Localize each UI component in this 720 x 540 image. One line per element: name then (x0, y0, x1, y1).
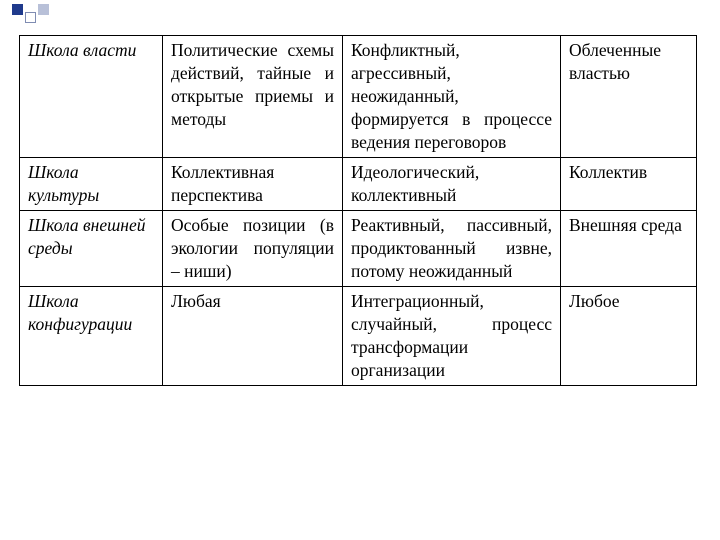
school-name-cell: Школа внешней среды (20, 211, 163, 287)
table-cell: Коллектив (561, 158, 697, 211)
table-cell: Идеологический, коллективный (343, 158, 561, 211)
table-cell: Конфликтный, агрессивный, неожиданный, формируется в процессе ведения переговоров (343, 36, 561, 158)
table-cell: Облеченные властью (561, 36, 697, 158)
table-row (20, 287, 697, 386)
table-cell: Особые позиции (в экологии популяции – ниши) (163, 211, 343, 287)
table-cell: Политические схемы действий, тайные и открытые приемы и методы (163, 36, 343, 158)
school-name-cell: Школа конфигурации (20, 287, 163, 386)
table-cell: Любая (163, 287, 343, 386)
school-name-cell: Школа культуры (20, 158, 163, 211)
table-cell: Интеграционный, случайный, процесс трансформации организации (343, 287, 561, 386)
table-cell: Внешняя среда (561, 211, 697, 287)
title-bullet-square-light (38, 4, 49, 15)
table-row (20, 36, 697, 158)
table-row (20, 158, 697, 211)
title-bullet-square-outline (25, 12, 36, 23)
schools-table (19, 35, 697, 386)
table-cell: Реактивный, пассивный, продиктованный извне, потому неожиданный (343, 211, 561, 287)
table-row (20, 211, 697, 287)
title-bullet-square-filled (12, 4, 23, 15)
table-cell: Коллективная перспектива (163, 158, 343, 211)
school-name-cell: Школа власти (20, 36, 163, 158)
table-cell: Любое (561, 287, 697, 386)
